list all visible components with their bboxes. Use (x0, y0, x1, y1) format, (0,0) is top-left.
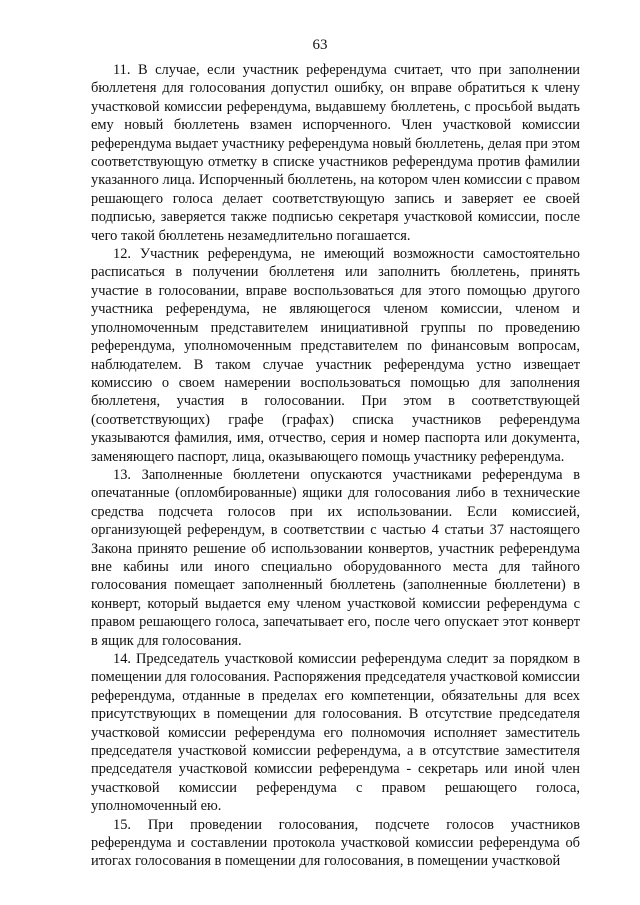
paragraph-15: 15. При проведении голосования, подсчете голосов участников референдума и составлении протокола участковой комиссии референдума об итогах голосования в помещении для голосования, в помещении участковой (91, 816, 580, 870)
paragraph-13: 13. Заполненные бюллетени опускаются участниками референдума в опечатанные (опломбированные) ящики для голосования либо в технические средства подсчета голосов при их использовании. Если комиссией, организующей референдум, в соответствии с частью 4 статьи 37 настоящего Закона принято решение об использовании конвертов, участник референдума вне кабины или иного специально оборудованного места для тайного голосования помещает заполненный бюллетень (заполненные бюллетени) в конверт, который выдается ему членом участковой комиссии референдума с правом решающего голоса, запечатывает его, после чего опускает этот конверт в ящик для голосования. (91, 466, 580, 649)
document-body (91, 61, 580, 871)
paragraph-14: 14. Председатель участковой комиссии референдума следит за порядком в помещении для голосования. Распоряжения председателя участковой комиссии референдума, отданные в пределах его компетенции, обязательны для всех присутствующих в помещении для голосования. В отсутствие председателя участковой комиссии референдума его полномочия исполняет заместитель председателя участковой комиссии референдума, а в отсутствие заместителя председателя участковой комиссии референдума - секретарь или иной член участковой комиссии референдума с правом решающего голоса, уполномоченный ею. (91, 651, 580, 815)
paragraph-12: 12. Участник референдума, не имеющий возможности самостоятельно расписаться в получении бюллетеня или заполнить бюллетень, принять участие в голосовании, вправе воспользоваться для этого помощью другого участника референдума, не являющегося членом комиссии, членом и уполномоченным представителем инициативной группы по проведению референдума, уполномоченным представителем по финансовым вопросам, наблюдателем. В таком случае участник референдума устно извещает комиссию о своем намерении воспользоваться помощью для заполнения бюллетеня, участия в голосовании. При этом в соответствующей (соответствующих) графе (графах) списка участников референдума указываются фамилия, имя, отчество, серия и номер паспорта или документа, заменяющего паспорт, лица, оказывающего помощь участнику референдума. (91, 246, 580, 465)
page-number: 63 (312, 37, 328, 53)
paragraph-11: 11. В случае, если участник референдума считает, что при заполнении бюллетеня для голосования допустил ошибку, он вправе обратиться к члену участковой комиссии референдума, выдавшему бюллетень, с просьбой выдать ему новый бюллетень взамен испорченного. Член участковой комиссии референдума выдает участнику референдума новый бюллетень, делая при этом соответствующую отметку в списке участников референдума против фамилии указанного лица. Испорченный бюллетень, на котором член комиссии с правом решающего голоса делает соответствующую запись и заверяет ее своей подписью, заверяется также подписью секретаря участковой комиссии, после чего такой бюллетень незамедлительно погашается. (91, 62, 580, 244)
